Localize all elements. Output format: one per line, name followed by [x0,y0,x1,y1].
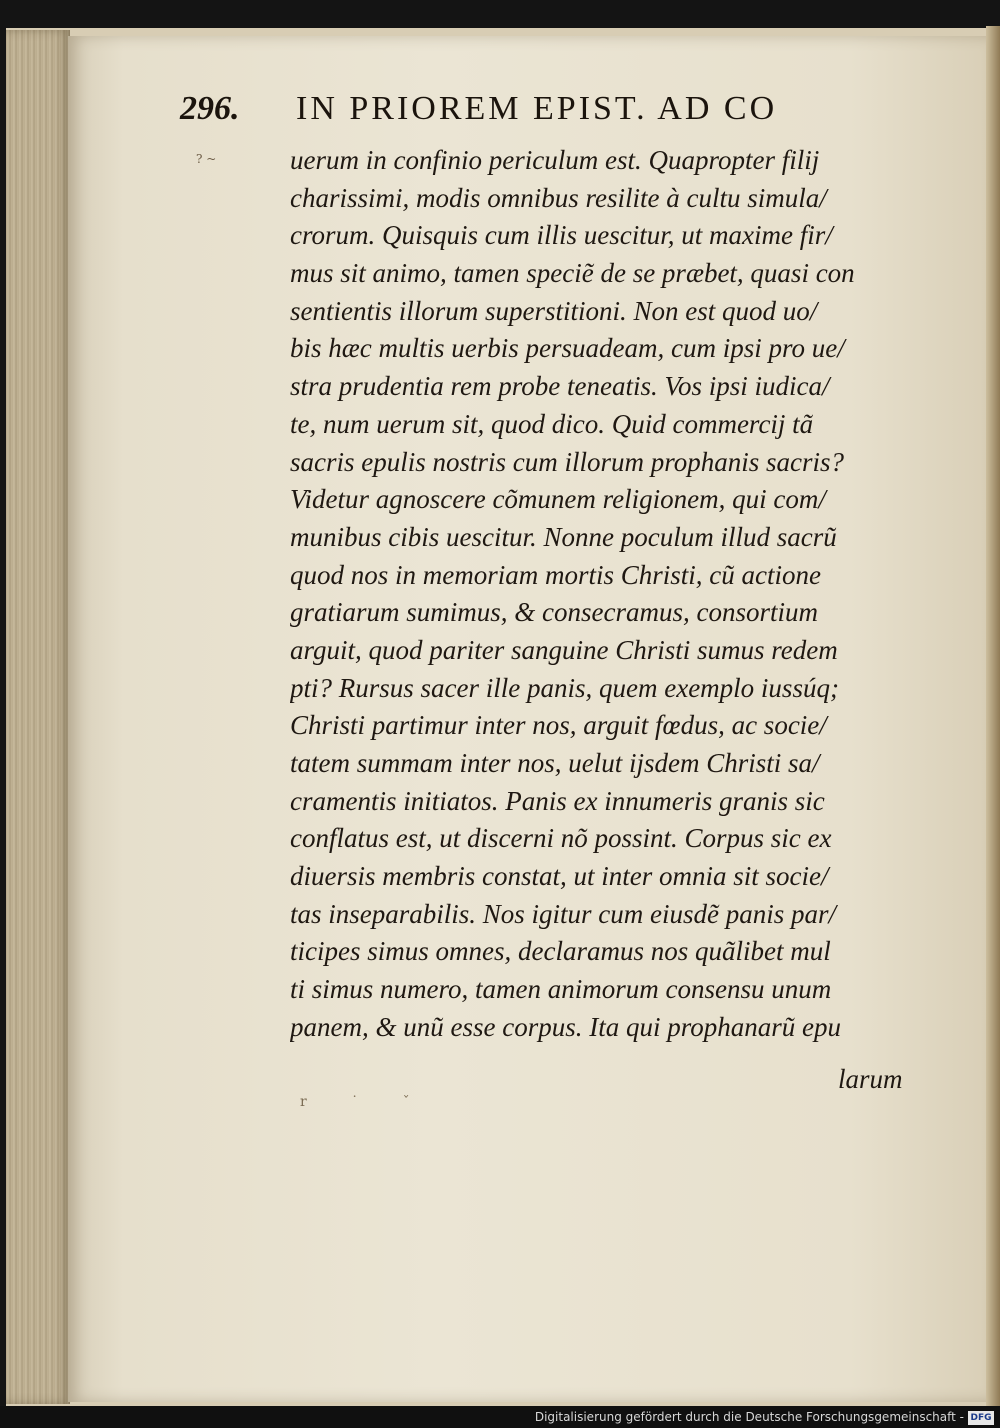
text-line: gratiarum sumimus, & consecramus, consortium [290,597,819,628]
dfg-logo-icon: DFG [968,1411,994,1425]
text-line: te, num uerum sit, quod dico. Quid commercij tã [290,408,814,439]
text-line: mus sit animo, tamen speciẽ de se præbet, quasi con [290,258,855,289]
page-edges-left [6,30,70,1404]
text-line: sacris epulis nostris cum illorum prophanis sacris? [290,446,845,477]
text-line: uerum in confinio periculum est. Quapropter filij [290,145,820,175]
text-line: stra prudentia rem probe teneatis. Vos ipsi iudica/ [290,371,830,402]
text-block [290,142,950,1047]
text-line: arguit, quod pariter sanguine Christi sumus redem [290,634,838,665]
text-line: Christi partimur inter nos, arguit fœdus, ac socie/ [290,710,827,741]
stray-mark: r ˙ ˇ [300,1094,430,1110]
margin-mark: ? ~ [196,152,217,166]
page-edge-right [986,26,1000,1406]
text-line: munibus cibis uescitur. Nonne poculum illud sacrũ [290,521,837,552]
text-line: bis hæc multis uerbis persuadeam, cum ipsi pro ue/ [290,333,845,364]
footer-bar [0,1406,1000,1428]
text-line: charissimi, modis omnibus resilite à cultu simula/ [290,182,827,213]
text-line: diuersis membris constat, ut inter omnia sit socie/ [290,861,829,892]
text-line: panem, & unũ esse corpus. Ita qui prophanarũ epu [290,1011,841,1042]
footer-credit: Digitalisierung gefördert durch die Deutsche Forschungsgemeinschaft - [534,1410,964,1424]
text-line: cramentis initiatos. Panis ex innumeris granis sic [290,785,825,816]
page-number: 296. [180,90,240,127]
catchword: larum [838,1064,903,1094]
text-line: tas inseparabilis. Nos igitur cum eiusdẽ panis par/ [290,898,837,929]
text-line: crorum. Quisquis cum illis uescitur, ut maxime fir/ [290,220,833,251]
text-line: tatem summam inter nos, uelut ijsdem Christi sa/ [290,748,820,778]
page-header [0,90,1000,138]
text-line: ticipes simus omnes, declaramus nos quãlibet mul [290,936,831,967]
text-line: quod nos in memoriam mortis Christi, cũ actione [290,559,821,590]
text-line: ti simus numero, tamen animorum consensu unum [290,974,832,1005]
text-line: pti? Rursus sacer ille panis, quem exemplo iussúq; [290,672,839,703]
text-line: conflatus est, ut discerni nõ possint. Corpus sic ex [290,823,832,854]
text-line: Videtur agnoscere cõmunem religionem, qui com/ [290,484,826,515]
running-head: IN PRIOREM EPIST. AD CO [296,90,778,127]
text-line: sentientis illorum superstitioni. Non est quod uo/ [290,295,818,326]
